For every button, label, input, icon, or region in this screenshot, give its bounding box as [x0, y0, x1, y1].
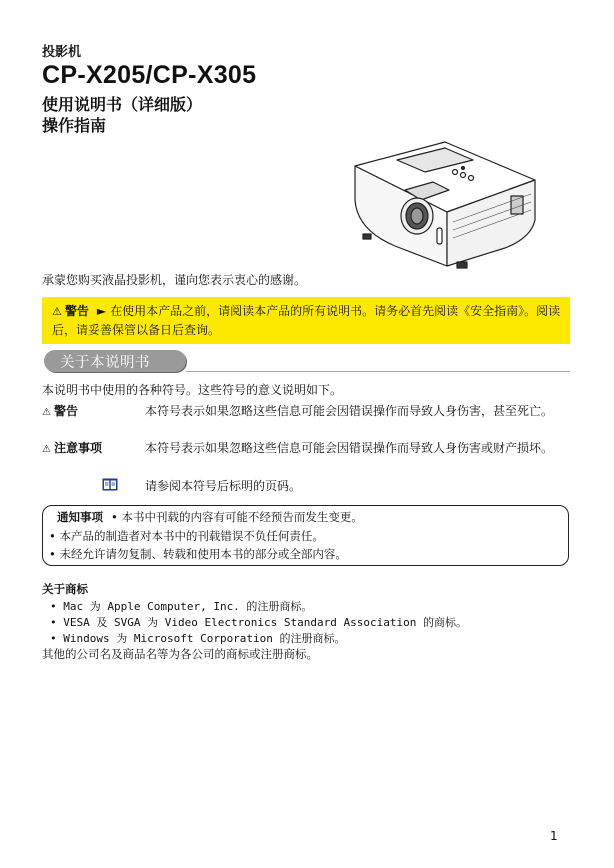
symbol-description: 请参阅本符号后标明的页码。: [145, 479, 302, 493]
guide-subtitle: 操作指南: [42, 116, 107, 135]
projector-illustration: [335, 138, 549, 278]
notice-line: [57, 509, 363, 525]
notice-item: • 本产品的制造者对本书中的刊载错误不负任何责任。: [49, 529, 324, 543]
symbol-description: 本符号表示如果忽略这些信息可能会因错误操作而导致人身伤害或财产损坏。: [145, 441, 554, 455]
warning-triangle-icon: ⚠: [42, 407, 51, 418]
warning-box: [42, 297, 570, 344]
symbol-row-reference: [42, 477, 582, 495]
warning-label-text: 警告: [64, 304, 89, 318]
warning-text: 在使用本产品之前，请阅读本产品的所有说明书。请务必首先阅读《安全指南》。阅读后，请妥善保管以备日后查询。: [52, 304, 561, 337]
document-category: 投影机: [42, 45, 82, 60]
trademark-item: • VESA 及 SVGA 为 Video Electronics Standard Association 的商标。: [50, 616, 467, 629]
section-divider: [186, 371, 570, 372]
notice-heading: 通知事项: [57, 510, 103, 524]
model-title: CP-X205/CP-X305: [42, 61, 257, 89]
manual-subtitle: 使用说明书（详细版）: [42, 95, 203, 114]
symbol-row-caution: [42, 439, 582, 475]
notice-item: • 本书中刊载的内容有可能不经预告而发生变更。: [111, 510, 363, 524]
symbols-intro: 本说明书中使用的各种符号。这些符号的意义说明如下。: [42, 383, 343, 397]
symbol-key: [42, 402, 78, 422]
symbol-key-text: 注意事项: [53, 441, 102, 455]
section-title: 关于本说明书: [60, 355, 150, 371]
notice-box: [42, 505, 569, 566]
trademark-item: • Windows 为 Microsoft Corporation 的注册商标。: [50, 632, 346, 645]
intro-text: 承蒙您购买液晶投影机，谨向您表示衷心的感谢。: [42, 273, 307, 287]
trademarks-other: 其他的公司名及商品名等为各公司的商标或注册商标。: [42, 647, 318, 661]
trademarks-title: 关于商标: [42, 582, 88, 596]
trademark-item: • Mac 为 Apple Computer, Inc. 的注册商标。: [50, 600, 313, 613]
arrow-icon: ►: [96, 304, 107, 318]
symbol-description: 本符号表示如果忽略这些信息可能会因错误操作而导致人身伤害，甚至死亡。: [145, 404, 554, 418]
symbol-key-text: 警告: [53, 404, 78, 418]
book-icon: [102, 478, 118, 491]
notice-item: • 未经允许请勿复制、转载和使用本书的部分或全部内容。: [49, 547, 347, 561]
warning-label: [52, 304, 89, 318]
section-tab: [44, 350, 186, 372]
symbol-key: [42, 439, 102, 459]
warning-triangle-icon: ⚠: [52, 305, 62, 318]
warning-triangle-icon: ⚠: [42, 444, 51, 455]
symbol-row-warning: [42, 402, 582, 438]
page-number: 1: [550, 829, 558, 843]
